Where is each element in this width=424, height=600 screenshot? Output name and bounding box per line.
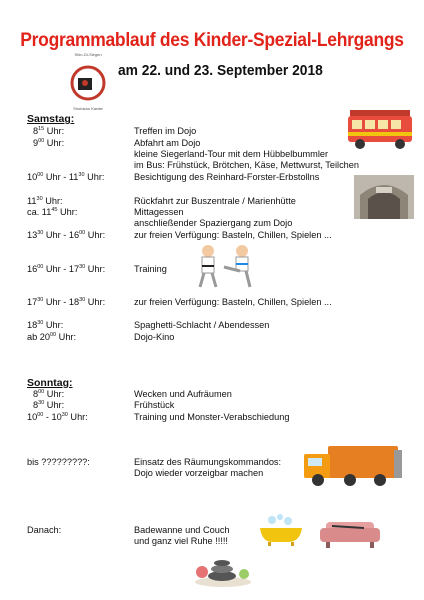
- sunday-activity: [134, 412, 289, 423]
- saturday-activity-line: kleine Siegerland-Tour mit dem Hübbelbummler: [134, 149, 329, 159]
- saturday-time: $17^{30}$ Uhr - $18^{30}$ Uhr:: [27, 296, 106, 307]
- sunday-activity-line: Einsatz des Räumungskommandos:: [134, 457, 282, 467]
- tunnel-entrance-icon: [354, 175, 414, 219]
- sunday-activity-line: Wecken und Aufräumen: [134, 389, 232, 399]
- sunday-activity: [134, 400, 174, 411]
- sunday-time: $8^{30}$ Uhr:: [33, 399, 65, 410]
- saturday-activity: [134, 172, 319, 183]
- saturday-activity: [134, 230, 332, 241]
- saturday-time: $13^{30}$ Uhr - $16^{00}$ Uhr:: [27, 229, 106, 240]
- logo-top-text: Shin-Gi-Siegen: [74, 52, 102, 57]
- saturday-activity: [134, 138, 359, 171]
- saturday-activity-line: Mittagessen: [134, 207, 184, 217]
- saturday-time: ca. $11^{45}$ Uhr:: [27, 206, 78, 217]
- bus-icon: [346, 106, 416, 154]
- saturday-activity-line: zur freien Verfügung: Basteln, Chillen, Spielen ...: [134, 297, 332, 307]
- club-logo: [68, 52, 108, 114]
- sunday-activity-line: und ganz viel Ruhe !!!!!: [134, 536, 228, 546]
- saturday-activity-line: Abfahrt am Dojo: [134, 138, 201, 148]
- saturday-activity: [134, 297, 332, 308]
- saturday-activity-line: Training: [134, 264, 167, 274]
- saturday-activity-line: zur freien Verfügung: Basteln, Chillen, Spielen ...: [134, 230, 332, 240]
- page-title: Programmablauf des Kinder-Spezial-Lehrgangs: [20, 30, 404, 51]
- sunday-time: Danach:: [27, 525, 62, 535]
- saturday-activity-line: Rückfahrt zur Buszentrale / Marienhütte: [134, 196, 296, 206]
- saturday-activity: [134, 126, 196, 137]
- saturday-time: $8^{15}$ Uhr:: [33, 125, 65, 136]
- saturday-activity: [134, 332, 174, 343]
- saturday-activity: [134, 196, 296, 207]
- saturday-heading: Samstag:: [27, 113, 75, 125]
- saturday-activity-line: Besichtigung des Reinhard-Forster-Erbstollns: [134, 172, 320, 182]
- saturday-activity-line: im Bus: Frühstück, Brötchen, Käse, Mettwurst, Teilchen: [134, 160, 360, 170]
- sunday-activity-line: Dojo wieder vorzeigbar machen: [134, 468, 264, 478]
- sunday-activity-line: Frühstück: [134, 400, 175, 410]
- sunday-time: bis ?????????:: [27, 457, 90, 467]
- saturday-activity: [134, 207, 292, 229]
- saturday-time: $18^{30}$ Uhr:: [27, 319, 64, 330]
- bathtub-icon: [258, 512, 304, 548]
- sunday-activity: [134, 457, 281, 479]
- sunday-heading: Sonntag:: [27, 377, 73, 389]
- page-subtitle: am 22. und 23. September 2018: [118, 62, 323, 79]
- sunday-activity: [134, 525, 230, 547]
- saturday-activity-line: anschließender Spaziergang zum Dojo: [134, 218, 293, 228]
- saturday-activity-line: Dojo-Kino: [134, 332, 175, 342]
- sunday-time: $8^{00}$ Uhr:: [33, 388, 65, 399]
- saturday-time: $16^{00}$ Uhr - $17^{30}$ Uhr:: [27, 263, 106, 274]
- sunday-time: $10^{00} - 10^{30}$ Uhr:: [27, 411, 88, 422]
- saturday-time: $10^{00}$ Uhr - $11^{30}$ Uhr:: [27, 171, 105, 182]
- sunday-activity: [134, 389, 232, 400]
- saturday-activity-line: Spaghetti-Schlacht / Abendessen: [134, 320, 270, 330]
- saturday-time: $9^{00}$ Uhr:: [33, 137, 65, 148]
- sunday-activity-line: Badewanne und Couch: [134, 525, 230, 535]
- saturday-time: $11^{30}$ Uhr:: [27, 195, 63, 206]
- saturday-activity: [134, 320, 269, 331]
- couch-icon: [320, 514, 380, 550]
- saturday-activity: [134, 264, 167, 275]
- logo-bottom-text: Shotokan Karate: [73, 106, 103, 111]
- garbage-truck-icon: [300, 440, 406, 490]
- spa-stones-icon: [192, 550, 254, 588]
- sunday-activity-line: Training und Monster-Verabschiedung: [134, 412, 290, 422]
- saturday-time: ab $20^{00}$ Uhr:: [27, 331, 77, 342]
- saturday-activity-line: Treffen im Dojo: [134, 126, 197, 136]
- karate-kids-icon: [190, 243, 262, 289]
